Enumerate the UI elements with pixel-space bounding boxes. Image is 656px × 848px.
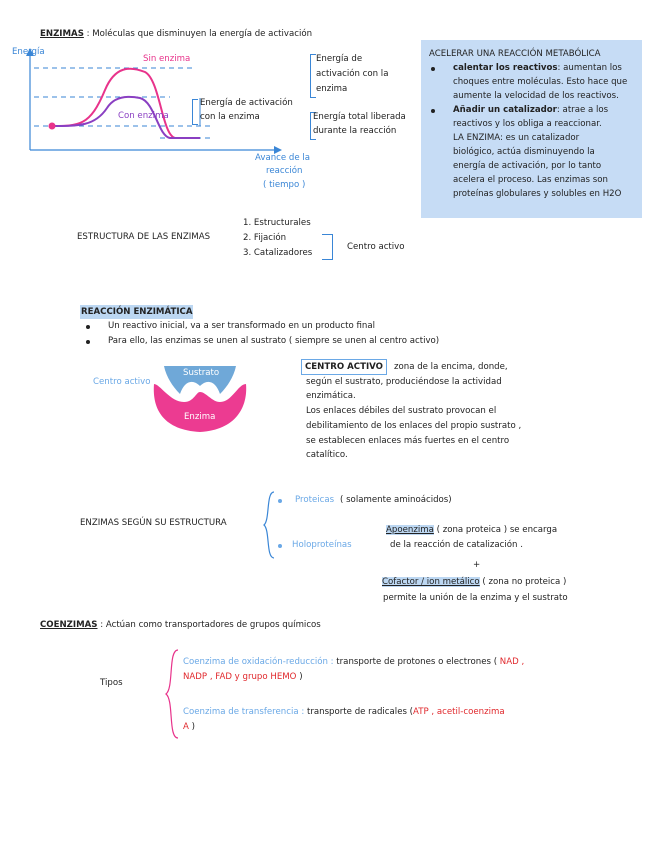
type2-red2: A bbox=[183, 722, 189, 732]
ca-l1: zona de la encima, donde, bbox=[394, 362, 508, 372]
y-axis-label: Energía bbox=[12, 47, 45, 57]
tipos-label: Tipos bbox=[100, 678, 123, 688]
brace-tipos bbox=[164, 648, 180, 740]
cof-head: Cofactor / ion metálico bbox=[382, 577, 480, 587]
info-l2: biológico, actúa disminuyendo la bbox=[453, 147, 595, 157]
enzyme-label: Enzima bbox=[184, 412, 216, 422]
type2-line2 bbox=[183, 720, 195, 734]
structure-bracket bbox=[322, 234, 333, 260]
substrate-label: Sustrato bbox=[183, 368, 220, 378]
type2-red1: ATP , acetil-coenzima bbox=[413, 707, 505, 717]
type1-line2 bbox=[183, 670, 303, 684]
type1-red1: NAD , bbox=[499, 657, 525, 667]
total-energy-label-1: Energía total liberada bbox=[313, 112, 406, 122]
info-b2-l1: : atrae a los bbox=[556, 105, 609, 115]
plus-sign: + bbox=[473, 560, 481, 570]
info-b1-l3: aumente la velocidad de los reactivos. bbox=[453, 91, 619, 101]
type1-rest: transporte de protones o electrones ( bbox=[336, 657, 498, 667]
title-heading: ENZIMAS bbox=[40, 29, 84, 39]
info-bullet-1 bbox=[431, 67, 435, 71]
act-energy-label-3: enzima bbox=[316, 84, 348, 94]
act-enzyme-label-2: con la enzima bbox=[200, 112, 260, 122]
reaction-b1: Un reactivo inicial, va a ser transformado en un producto final bbox=[108, 321, 375, 331]
info-b1-l2: choques entre moléculas. Esto hace que bbox=[453, 77, 628, 87]
info-b2-head: Añadir un catalizador bbox=[453, 105, 557, 115]
apo-l2: de la reacción de catalización . bbox=[390, 540, 523, 550]
info-bullet-2 bbox=[431, 109, 435, 113]
structure-item-1: 1. Estructurales bbox=[243, 218, 311, 228]
cof-rest: ( zona no proteica ) bbox=[482, 577, 567, 587]
type1-end: ) bbox=[299, 672, 303, 682]
x-axis-label-1: Avance de la bbox=[255, 153, 311, 163]
label-with-enzyme: Con enzima bbox=[118, 111, 169, 121]
info-b1-line1 bbox=[453, 61, 622, 75]
x-axis-label-3: ( tiempo ) bbox=[263, 180, 306, 190]
cof-l2: permite la unión de la enzima y el sustrato bbox=[383, 593, 568, 603]
proteicas-label: Proteicas bbox=[295, 495, 335, 505]
type1-head: Coenzima de oxidación-reducción : bbox=[183, 657, 334, 667]
reaction-bullet-2 bbox=[86, 340, 90, 344]
info-l1: LA ENZIMA: es un catalizador bbox=[453, 133, 580, 143]
ca-l5: debilitamiento de los enlaces del propio sustrato , bbox=[306, 421, 522, 431]
act-energy-label-2: activación con la bbox=[316, 69, 389, 79]
brace-structure bbox=[262, 490, 276, 560]
reaction-b2: Para ello, las enzimas se unen al sustrato ( siempre se unen al centro activo) bbox=[108, 336, 440, 346]
coenzymes-heading: COENZIMAS bbox=[40, 620, 98, 630]
info-box bbox=[421, 40, 642, 218]
info-l4: acelera el proceso. Las enzimas son bbox=[453, 175, 608, 185]
curve-without-enzyme bbox=[50, 69, 200, 138]
holo-bullet bbox=[278, 544, 282, 548]
active-site-label: Centro activo bbox=[93, 377, 151, 387]
holo-label: Holoproteínas bbox=[292, 540, 352, 550]
info-b2-line1 bbox=[453, 103, 608, 117]
info-title: ACELERAR UNA REACCIÓN METABÓLICA bbox=[429, 49, 601, 59]
title-rest: : Moléculas que disminuyen la energía de activación bbox=[86, 29, 313, 39]
type2-line1 bbox=[183, 705, 505, 719]
info-b2-l2: reactivos y los obliga a reaccionar. bbox=[453, 119, 602, 129]
x-axis-label-2: reacción bbox=[266, 166, 303, 176]
ca-l4: Los enlaces débiles del sustrato provocan el bbox=[306, 406, 497, 416]
act-energy-label-1: Energía de bbox=[316, 54, 363, 64]
coenzymes-title bbox=[40, 618, 321, 632]
proteicas-bullet bbox=[278, 499, 282, 503]
ca-l3: enzimática. bbox=[306, 391, 356, 401]
structure-active: Centro activo bbox=[347, 242, 405, 252]
type2-head: Coenzima de transferencia : bbox=[183, 707, 305, 717]
page-title bbox=[40, 27, 312, 41]
apo-head: Apoenzima bbox=[386, 525, 434, 535]
active-center-heading: CENTRO ACTIVO bbox=[301, 359, 387, 375]
act-enzyme-label-1: Energía de activación bbox=[200, 98, 293, 108]
label-without-enzyme: Sin enzima bbox=[143, 54, 191, 64]
apo-line1 bbox=[386, 523, 557, 537]
bracket-act-enzyme bbox=[192, 99, 198, 125]
by-structure-label: ENZIMAS SEGÚN SU ESTRUCTURA bbox=[80, 518, 227, 528]
reaction-title: REACCIÓN ENZIMÁTICA bbox=[81, 307, 193, 317]
structure-item-2: 2. Fijación bbox=[243, 233, 287, 243]
info-b1-l1: : aumentan los bbox=[557, 63, 622, 73]
type1-line1 bbox=[183, 655, 524, 669]
type2-rest: transporte de radicales ( bbox=[306, 707, 414, 717]
cof-line1 bbox=[382, 575, 566, 589]
ca-l6: se establecen enlaces más fuertes en el centro bbox=[306, 436, 510, 446]
ca-l2: según el sustrato, produciéndose la actividad bbox=[306, 377, 502, 387]
info-l3: energía de activación, por lo tanto bbox=[453, 161, 602, 171]
structure-item-3: 3. Catalizadores bbox=[243, 248, 313, 258]
start-point bbox=[49, 123, 56, 130]
type1-red2: NADP , FAD y grupo HEMO bbox=[183, 672, 297, 682]
ca-l7: catalítico. bbox=[306, 450, 348, 460]
apo-rest: ( zona proteica ) se encarga bbox=[436, 525, 558, 535]
structure-label: ESTRUCTURA DE LAS ENZIMAS bbox=[77, 232, 211, 242]
info-l5: proteínas globulares y solubles en H2O bbox=[453, 189, 622, 199]
coenzymes-rest: : Actúan como transportadores de grupos químicos bbox=[100, 620, 321, 630]
info-b1-head: calentar los reactivos bbox=[453, 63, 558, 73]
total-energy-label-2: durante la reacción bbox=[313, 126, 397, 136]
reaction-bullet-1 bbox=[86, 325, 90, 329]
enzyme-shape bbox=[154, 384, 246, 432]
proteicas-note: ( solamente aminoácidos) bbox=[340, 495, 452, 505]
type2-end: ) bbox=[191, 722, 195, 732]
